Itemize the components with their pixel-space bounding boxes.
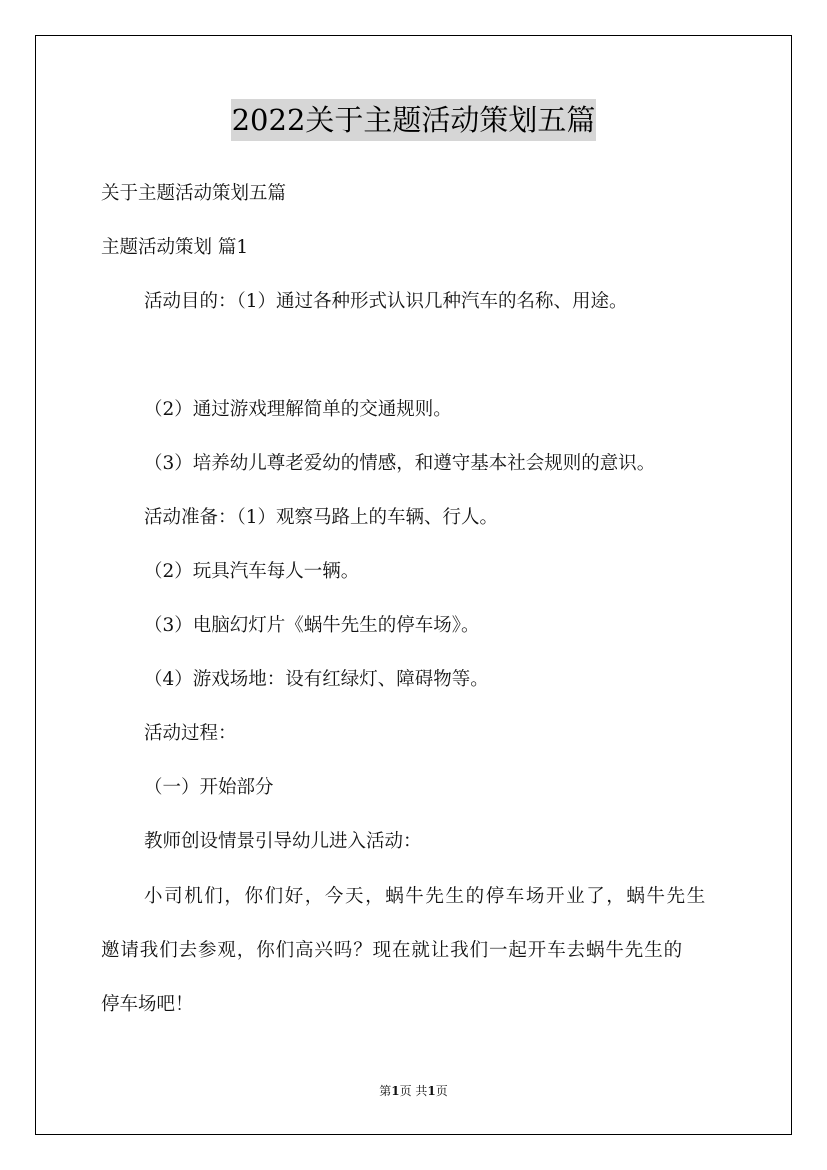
paragraph: 邀请我们去参观，你们高兴吗？现在就让我们一起开车去蜗牛先生的: [101, 940, 684, 961]
paragraph: 小司机们，你们好，今天，蜗牛先生的停车场开业了，蜗牛先生: [144, 886, 707, 907]
footer-page-total: 1: [427, 1084, 436, 1098]
document-heading: 关于主题活动策划五篇: [101, 183, 287, 204]
footer-page-current: 1: [391, 1084, 400, 1098]
document-title: 2022关于主题活动策划五篇: [231, 99, 597, 141]
paragraph: 活动准备：（1）观察马路上的车辆、行人。: [144, 507, 499, 528]
footer-mid: 页 共: [399, 1084, 428, 1098]
paragraph: （2）通过游戏理解简单的交通规则。: [144, 399, 452, 420]
paragraph: 教师创设情景引导幼儿进入活动：: [144, 831, 422, 852]
paragraph: （一）开始部分: [144, 777, 274, 798]
paragraph: （3）电脑幻灯片《蜗牛先生的停车场》。: [144, 615, 480, 636]
footer-suffix: 页: [435, 1084, 448, 1098]
paragraph: 停车场吧！: [101, 994, 194, 1015]
title-container: [0, 99, 827, 141]
paragraph: 活动目的：（1）通过各种形式认识几种汽车的名称、用途。: [144, 291, 628, 312]
section-title: 主题活动策划 篇1: [101, 237, 249, 258]
footer-prefix: 第: [379, 1084, 392, 1098]
paragraph: （3）培养幼儿尊老爱幼的情感，和遵守基本社会规则的意识。: [144, 453, 656, 474]
paragraph: （2）玩具汽车每人一辆。: [144, 561, 360, 582]
page-footer: [0, 1083, 827, 1099]
paragraph: 活动过程：: [144, 723, 237, 744]
paragraph: （4）游戏场地：设有红绿灯、障碍物等。: [144, 669, 489, 690]
